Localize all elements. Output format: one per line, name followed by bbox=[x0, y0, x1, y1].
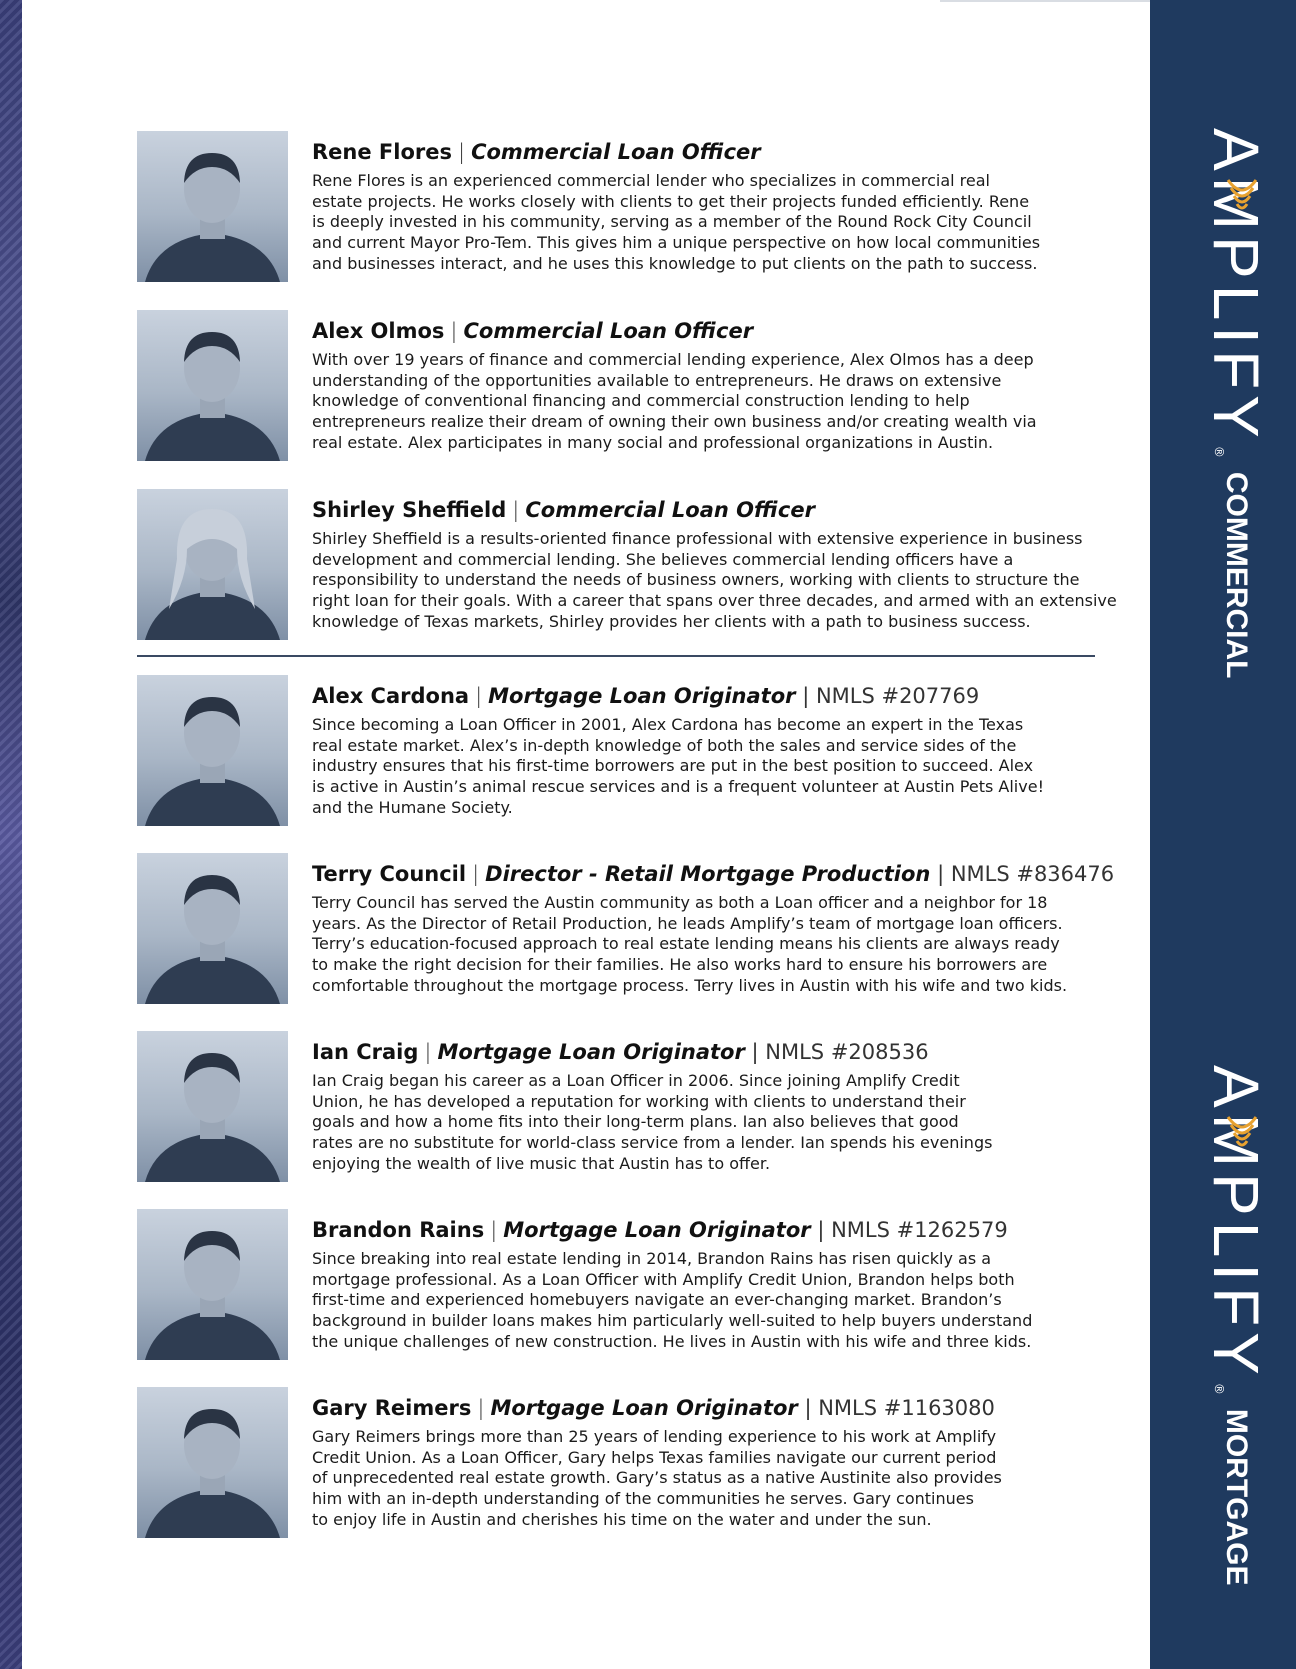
top-edge-line bbox=[940, 0, 1150, 2]
person-silhouette-icon bbox=[137, 1031, 288, 1182]
profile-role: Commercial Loan Officer bbox=[525, 498, 815, 522]
profile-name: Ian Craig bbox=[312, 1040, 419, 1064]
heading-separator: | bbox=[450, 319, 458, 343]
heading-separator: | bbox=[477, 1396, 485, 1420]
profile-heading bbox=[312, 1395, 1142, 1421]
profile-heading bbox=[312, 861, 1142, 887]
person-silhouette-icon bbox=[137, 1387, 288, 1538]
signal-icon bbox=[1222, 170, 1262, 230]
signal-icon bbox=[1222, 1107, 1262, 1167]
person-silhouette-icon bbox=[137, 489, 288, 640]
profile-nmls: | NMLS #836476 bbox=[937, 862, 1115, 886]
profile-bio: Ian Craig began his career as a Loan Officer in 2006. Since joining Amplify Credit Union, he has developed a reputation for working with clients to understand their goals and how a home fits into their long-term plans. Ian also believes that good rates are no substitute for world-class service from a lender. Ian spends his evenings enjoying the wealth of live music that Austin has to offer. bbox=[312, 1071, 993, 1173]
profile-role: Mortgage Loan Originator bbox=[490, 1396, 798, 1420]
profile-heading bbox=[312, 497, 1142, 523]
registered-mark: ® bbox=[1212, 1382, 1226, 1395]
headshot-photo bbox=[137, 131, 288, 282]
profile-bio: Since becoming a Loan Officer in 2001, Alex Cardona has become an expert in the Texas real estate market. Alex’s in-depth knowledge of both the sales and service sides of the industry ensures that his first-time borrowers are put in the best position to succeed. Alex is active in Austin’s animal rescue services and is a frequent volunteer at Austin Pets Alive! and the Humane Society. bbox=[312, 715, 1044, 817]
person-silhouette-icon bbox=[137, 1209, 288, 1360]
profile-name: Alex Olmos bbox=[312, 319, 445, 343]
profile-bio: Gary Reimers brings more than 25 years of lending experience to his work at Amplify Credit Union. As a Loan Officer, Gary helps Texas families navigate our current period of unprecedented real estate growth. Gary’s status as a native Austinite also provides him with an in-depth understanding of the communities he serves. Gary continues to enjoy life in Austin and cherishes his time on the water and under the sun. bbox=[312, 1427, 1002, 1529]
profile-heading bbox=[312, 1217, 1142, 1243]
registered-mark: ® bbox=[1212, 445, 1226, 458]
profile-heading bbox=[312, 683, 1142, 709]
left-decorative-strip bbox=[0, 0, 22, 1669]
section-divider bbox=[137, 655, 1095, 657]
profile-name: Terry Council bbox=[312, 862, 467, 886]
profile-nmls: | NMLS #1163080 bbox=[804, 1396, 995, 1420]
profile-bio: Since breaking into real estate lending in 2014, Brandon Rains has risen quickly as a mortgage professional. As a Loan Officer with Amplify Credit Union, Brandon helps both first-time and experienced homebuyers navigate an ever-changing market. Brandon’s background in builder loans makes him particularly well-suited to help buyers understand the unique challenges of new construction. He lives in Austin with his wife and three kids. bbox=[312, 1249, 1033, 1351]
person-silhouette-icon bbox=[137, 310, 288, 461]
brand-wordmark: AMPLIFY bbox=[1200, 1065, 1272, 1381]
headshot-photo bbox=[137, 310, 288, 461]
profile-nmls: | NMLS #207769 bbox=[802, 684, 980, 708]
profile-name: Shirley Sheffield bbox=[312, 498, 507, 522]
profile-heading bbox=[312, 318, 1142, 344]
profile-role: Mortgage Loan Originator bbox=[503, 1218, 811, 1242]
profile-heading bbox=[312, 139, 1142, 165]
brand-sidebar bbox=[1150, 0, 1296, 1669]
heading-separator: | bbox=[475, 684, 483, 708]
profile-role: Commercial Loan Officer bbox=[463, 319, 754, 343]
brand-commercial-tag: COMMERCIAL bbox=[1220, 471, 1253, 679]
profile-bio: Shirley Sheffield is a results-oriented finance professional with extensive experience in business development and commercial lending. She believes commercial lending officers have a responsibility to understand the needs of business owners, working with clients to structure the right loan for their goals. With a career that spans over three decades, and armed with an extensive knowledge of Texas markets, Shirley provides her clients with a path to business success. bbox=[312, 529, 1117, 631]
profile-name: Gary Reimers bbox=[312, 1396, 472, 1420]
profile-role: Mortgage Loan Originator bbox=[488, 684, 796, 708]
profile-heading bbox=[312, 1039, 1142, 1065]
person-silhouette-icon bbox=[137, 131, 288, 282]
headshot-photo bbox=[137, 853, 288, 1004]
heading-separator: | bbox=[424, 1040, 432, 1064]
profile-bio: With over 19 years of finance and commercial lending experience, Alex Olmos has a deep understanding of the opportunities available to entrepreneurs. He draws on extensive knowledge of conventional financing and commercial construction lending to help entrepreneurs realize their dream of owning their own business and/or creating wealth via real estate. Alex participates in many social and professional organizations in Austin. bbox=[312, 350, 1037, 452]
profile-bio: Terry Council has served the Austin community as both a Loan officer and a neighbor for 18 years. As the Director of Retail Production, he leads Amplify’s team of mortgage loan officers. Terry’s education-focused approach to real estate lending means his clients are always ready to make the right decision for their families. He also works hard to ensure his borrowers are comfortable throughout the mortgage process. Terry lives in Austin with his wife and two kids. bbox=[312, 893, 1068, 995]
brand-mortgage-tag: MORTGAGE bbox=[1220, 1408, 1253, 1586]
profile-role: Director - Retail Mortgage Production bbox=[485, 862, 931, 886]
profile-role: Commercial Loan Officer bbox=[471, 140, 761, 164]
headshot-photo bbox=[137, 1031, 288, 1182]
profile-role: Mortgage Loan Originator bbox=[437, 1040, 745, 1064]
profile-nmls: | NMLS #1262579 bbox=[817, 1218, 1008, 1242]
person-silhouette-icon bbox=[137, 853, 288, 1004]
heading-separator: | bbox=[458, 140, 466, 164]
headshot-photo bbox=[137, 1209, 288, 1360]
heading-separator: | bbox=[490, 1218, 498, 1242]
profile-name: Brandon Rains bbox=[312, 1218, 485, 1242]
brand-wordmark: AMPLIFY bbox=[1200, 128, 1272, 444]
heading-separator: | bbox=[512, 498, 520, 522]
person-silhouette-icon bbox=[137, 675, 288, 826]
profile-name: Rene Flores bbox=[312, 140, 452, 164]
heading-separator: | bbox=[472, 862, 480, 886]
profile-name: Alex Cardona bbox=[312, 684, 470, 708]
headshot-photo bbox=[137, 675, 288, 826]
headshot-photo bbox=[137, 1387, 288, 1538]
headshot-photo bbox=[137, 489, 288, 640]
profile-bio: Rene Flores is an experienced commercial lender who specializes in commercial real estate projects. He works closely with clients to get their projects funded efficiently. Rene is deeply invested in his community, serving as a member of the Round Rock City Council and current Mayor Pro-Tem. This gives him a unique perspective on how local communities and businesses interact, and he uses this knowledge to put clients on the path to success. bbox=[312, 171, 1041, 273]
profile-nmls: | NMLS #208536 bbox=[751, 1040, 929, 1064]
